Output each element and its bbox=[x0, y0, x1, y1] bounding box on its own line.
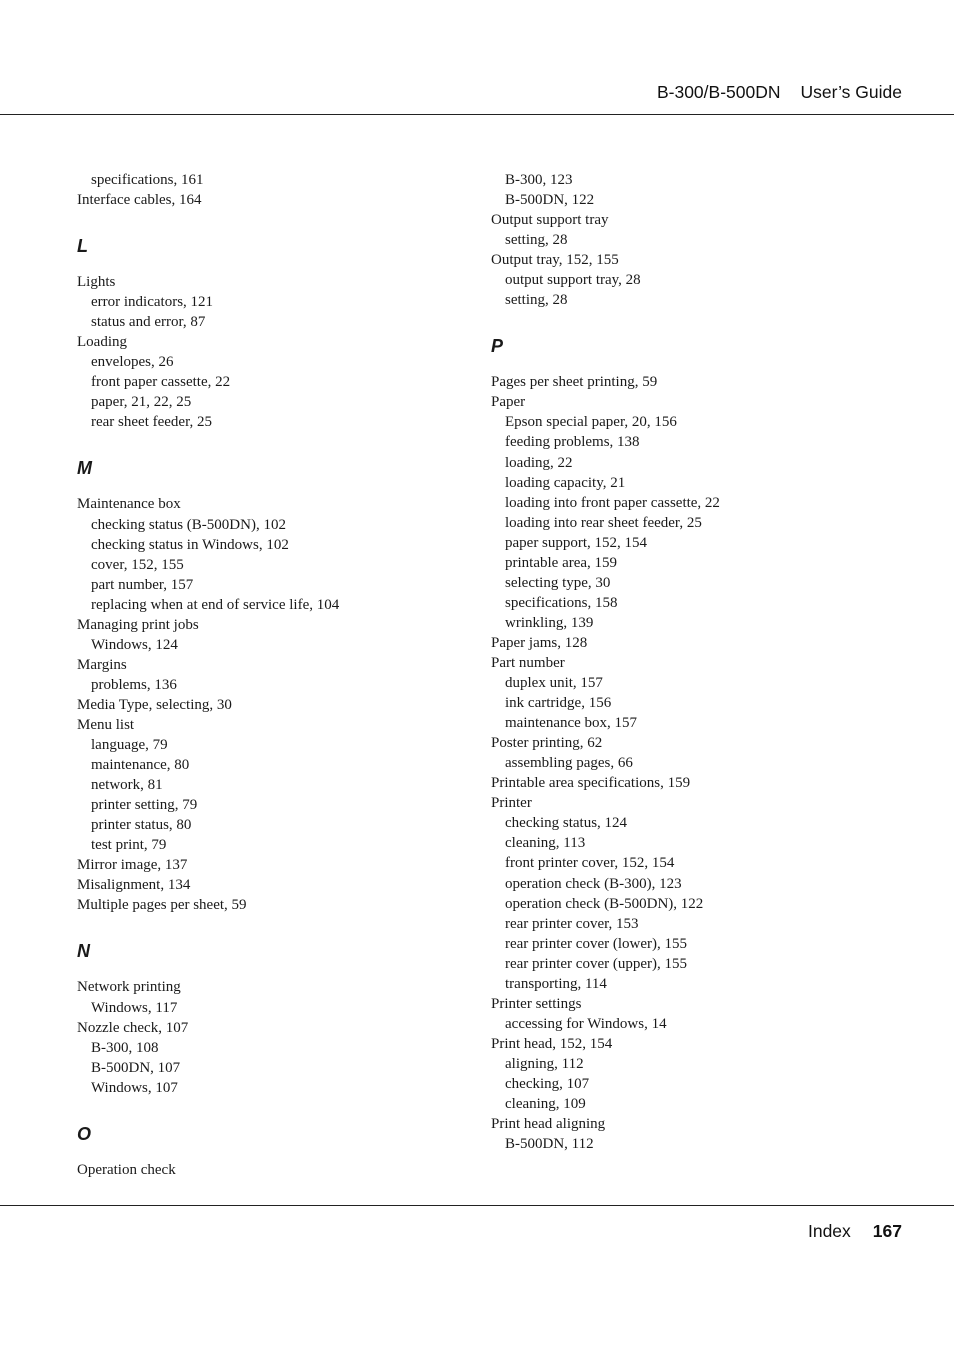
index-subentry: B-500DN, 122 bbox=[505, 192, 595, 209]
page-header bbox=[0, 82, 954, 103]
index-subentry: operation check (B-300), 123 bbox=[505, 875, 682, 892]
index-entry: Printer bbox=[491, 795, 532, 812]
index-subentry: wrinkling, 139 bbox=[505, 614, 594, 631]
index-subentry: status and error, 87 bbox=[91, 314, 206, 331]
index-subentry: cleaning, 109 bbox=[505, 1096, 586, 1113]
product-model: B-300/B-500DN bbox=[656, 82, 781, 102]
index-letter-heading: L bbox=[77, 236, 88, 257]
index-letter-heading: N bbox=[77, 941, 90, 962]
index-entry: Paper jams, 128 bbox=[491, 634, 588, 651]
index-entry: Printable area specifications, 159 bbox=[491, 775, 691, 792]
index-subentry: checking, 107 bbox=[505, 1075, 590, 1092]
index-subentry: loading capacity, 21 bbox=[505, 474, 626, 491]
index-subentry: B-300, 123 bbox=[505, 172, 573, 188]
index-subentry: operation check (B-500DN), 122 bbox=[505, 895, 704, 912]
index-subentry: paper support, 152, 154 bbox=[505, 534, 648, 551]
index-subentry: maintenance box, 157 bbox=[505, 715, 638, 732]
index-subentry: envelopes, 26 bbox=[91, 354, 174, 371]
index-subentry: test print, 79 bbox=[91, 837, 167, 854]
index-subentry: Windows, 107 bbox=[91, 1079, 178, 1096]
index-entry: Poster printing, 62 bbox=[491, 735, 603, 752]
index-entry: Print head aligning bbox=[491, 1116, 606, 1133]
index-subentry: network, 81 bbox=[91, 777, 163, 794]
index-entry: Printer settings bbox=[491, 995, 582, 1012]
index-subentry: rear printer cover (upper), 155 bbox=[505, 955, 687, 972]
index-entry: Output tray, 152, 155 bbox=[491, 252, 619, 269]
index-entry: Misalignment, 134 bbox=[77, 877, 191, 894]
index-entry: Output support tray bbox=[491, 212, 609, 229]
index-subentry: B-300, 108 bbox=[91, 1039, 159, 1056]
index-subentry: loading, 22 bbox=[505, 454, 573, 471]
guide-title: User’s Guide bbox=[800, 82, 902, 102]
index-entry: Paper bbox=[491, 394, 526, 411]
index-entry: Operation check bbox=[77, 1161, 176, 1178]
index-subentry: Windows, 117 bbox=[91, 999, 178, 1016]
page-number: 167 bbox=[872, 1221, 902, 1241]
index-column-left bbox=[77, 170, 457, 1180]
index-subentry: language, 79 bbox=[91, 737, 168, 754]
index-entry: Maintenance box bbox=[77, 496, 181, 513]
index-entry: Network printing bbox=[77, 979, 181, 996]
index-subentry: loading into rear sheet feeder, 25 bbox=[505, 514, 702, 531]
index-subentry: output support tray, 28 bbox=[505, 272, 641, 289]
index-subentry: Epson special paper, 20, 156 bbox=[505, 414, 677, 431]
index-subentry: specifications, 161 bbox=[91, 172, 204, 188]
index-entry: Pages per sheet printing, 59 bbox=[491, 374, 658, 391]
header-rule bbox=[0, 114, 954, 115]
index-subentry: cover, 152, 155 bbox=[91, 556, 184, 573]
index-entry: Part number bbox=[491, 654, 565, 671]
index-entry: Nozzle check, 107 bbox=[77, 1019, 189, 1036]
index-subentry: transporting, 114 bbox=[505, 975, 607, 992]
index-subentry: assembling pages, 66 bbox=[505, 755, 633, 772]
index-entry: Menu list bbox=[77, 716, 135, 733]
section-name: Index bbox=[807, 1221, 851, 1241]
index-subentry: specifications, 158 bbox=[505, 594, 618, 611]
index-subentry: B-500DN, 107 bbox=[91, 1059, 181, 1076]
index-entry: Lights bbox=[77, 274, 116, 291]
index-subentry: front paper cassette, 22 bbox=[91, 374, 231, 391]
index-entry: Loading bbox=[77, 334, 127, 351]
index-subentry: rear sheet feeder, 25 bbox=[91, 414, 212, 431]
index-subentry: paper, 21, 22, 25 bbox=[91, 394, 192, 411]
index-subentry: cleaning, 113 bbox=[505, 835, 586, 852]
index-entry: Mirror image, 137 bbox=[77, 857, 188, 874]
index-subentry: rear printer cover (lower), 155 bbox=[505, 935, 687, 952]
index-subentry: selecting type, 30 bbox=[505, 574, 611, 591]
index-letter-heading: M bbox=[77, 458, 92, 479]
index-subentry: accessing for Windows, 14 bbox=[505, 1015, 667, 1032]
index-subentry: printable area, 159 bbox=[505, 554, 618, 571]
index-subentry: printer status, 80 bbox=[91, 817, 192, 834]
index-subentry: checking status, 124 bbox=[505, 815, 628, 832]
index-subentry: error indicators, 121 bbox=[91, 294, 214, 311]
index-subentry: rear printer cover, 153 bbox=[505, 915, 639, 932]
index-entry: Margins bbox=[77, 656, 127, 673]
index-subentry: loading into front paper cassette, 22 bbox=[505, 494, 720, 511]
index-entry: Interface cables, 164 bbox=[77, 192, 202, 209]
index-subentry: checking status in Windows, 102 bbox=[91, 536, 289, 553]
index-entry: Print head, 152, 154 bbox=[491, 1035, 613, 1052]
index-subentry: problems, 136 bbox=[91, 676, 177, 693]
index-subentry: printer setting, 79 bbox=[91, 797, 198, 814]
index-subentry: maintenance, 80 bbox=[91, 757, 190, 774]
footer-rule bbox=[0, 1205, 954, 1206]
index-subentry: replacing when at end of service life, 104 bbox=[91, 596, 340, 613]
page-footer bbox=[0, 1221, 954, 1242]
index-subentry: part number, 157 bbox=[91, 576, 194, 593]
index-entry: Media Type, selecting, 30 bbox=[77, 696, 232, 713]
index-subentry: setting, 28 bbox=[505, 292, 568, 309]
index-subentry: B-500DN, 112 bbox=[505, 1136, 594, 1153]
index-entry: Managing print jobs bbox=[77, 616, 199, 633]
index-subentry: duplex unit, 157 bbox=[505, 675, 603, 692]
index-entry: Multiple pages per sheet, 59 bbox=[77, 897, 247, 914]
index-subentry: checking status (B-500DN), 102 bbox=[91, 516, 286, 533]
index-subentry: setting, 28 bbox=[505, 232, 568, 249]
index-subentry: Windows, 124 bbox=[91, 636, 178, 653]
index-subentry: ink cartridge, 156 bbox=[505, 695, 612, 712]
index-subentry: aligning, 112 bbox=[505, 1055, 584, 1072]
index-letter-heading: P bbox=[491, 336, 504, 357]
index-subentry: front printer cover, 152, 154 bbox=[505, 855, 675, 872]
index-column-right bbox=[491, 170, 891, 1154]
index-letter-heading: O bbox=[77, 1123, 92, 1144]
index-subentry: feeding problems, 138 bbox=[505, 434, 640, 451]
